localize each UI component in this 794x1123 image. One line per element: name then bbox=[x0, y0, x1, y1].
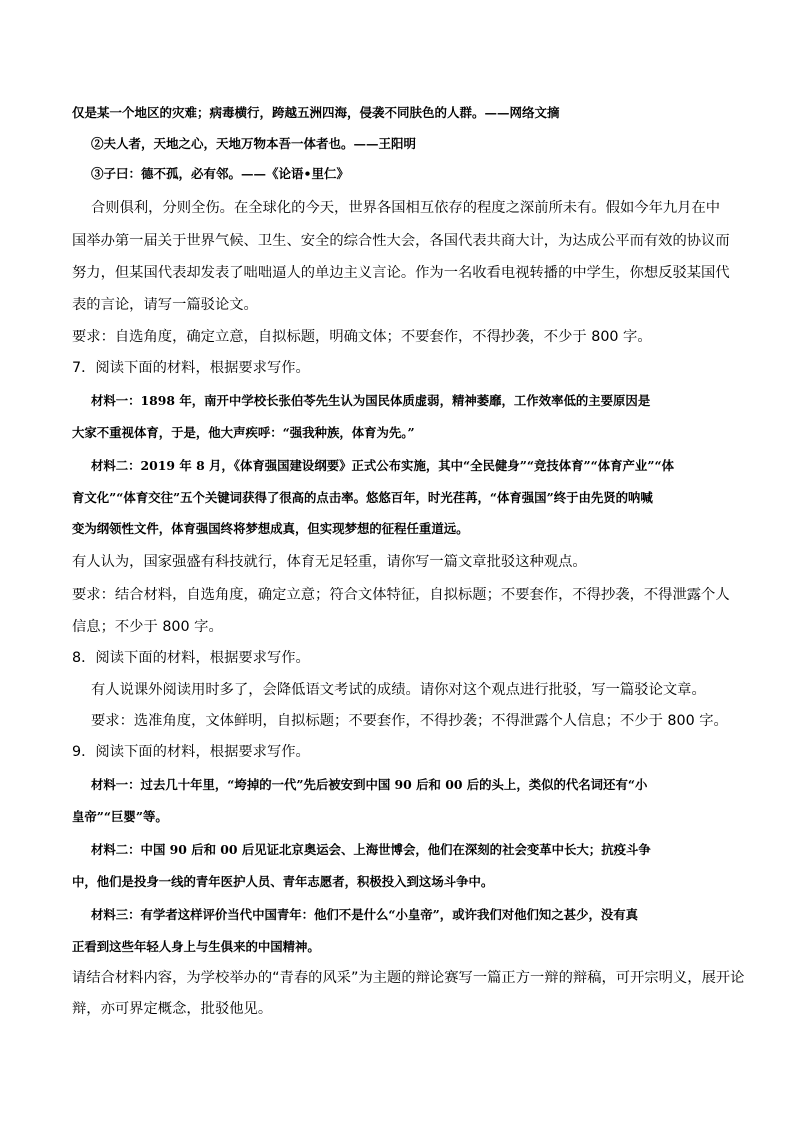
q7-material-2-line: 育文化”“体育交往”五个关键词获得了很高的点击率。悠悠百年，时光荏苒，“体育强国”终于由先贤的呐喊 bbox=[72, 490, 653, 505]
q6-requirements: 要求：自选角度，确定立意，自拟标题，明确文体；不要套作，不得抄袭，不少于 800 字。 bbox=[72, 329, 652, 345]
q9-material-3-line: 材料三：有学者这样评价当代中国青年：他们不是什么“小皇帝”，或许我们对他们知之甚少，没有真 bbox=[91, 907, 639, 922]
q9-material-2-line: 中，他们是投身一线的青年医护人员、青年志愿者，积极投入到这场斗争中。 bbox=[72, 874, 494, 889]
q9-prompt-line: 请结合材料内容，为学校举办的“青春的风采”为主题的辩论赛写一篇正方一辩的辩稿，可开宗明义，展开论 bbox=[72, 970, 745, 986]
q7-requirements-line: 信息；不少于 800 字。 bbox=[72, 619, 223, 635]
q6-paragraph-line: 国举办第一届关于世界气候、卫生、安全的综合性大会，各国代表共商大计，为达成公平而有效的协议而 bbox=[72, 233, 730, 249]
q8-prompt: 有人说课外阅读用时多了，会降低语文考试的成绩。请你对这个观点进行批驳，写一篇驳论文章。 bbox=[91, 682, 706, 698]
q8-title: 8．阅读下面的材料，根据要求写作。 bbox=[72, 650, 310, 666]
q7-material-2-line: 变为纲领性文件，体育强国终将梦想成真，但实现梦想的征程任重道远。 bbox=[72, 521, 469, 536]
q7-requirements-line: 要求：结合材料，自选角度，确定立意；符合文体特征，自拟标题；不要套作，不得抄袭，不得泄露个人 bbox=[72, 587, 730, 603]
q8-requirements: 要求：选准角度，文体鲜明，自拟标题；不要套作，不得抄袭；不得泄露个人信息；不少于 800 字。 bbox=[91, 713, 728, 729]
quote-intro: 仅是某一个地区的灾难；病毒横行，跨越五洲四海，侵袭不同肤色的人群。——网络文摘 bbox=[72, 105, 560, 120]
q6-paragraph-line: 表的言论，请写一篇驳论文。 bbox=[72, 297, 258, 313]
q9-material-1-line: 材料一：过去几十年里，“垮掉的一代”先后被安到中国 90 后和 00 后的头上，类似的代名词还有“小 bbox=[91, 777, 648, 792]
q7-prompt: 有人认为，国家强盛有科技就行，体育无足轻重，请你写一篇文章批驳这种观点。 bbox=[72, 554, 587, 570]
q9-prompt-line: 辩，亦可界定概念，批驳他见。 bbox=[72, 1001, 273, 1017]
q9-material-1-line: 皇帝”“巨婴”等。 bbox=[72, 809, 168, 824]
q7-material-1-line: 大家不重视体育，于是，他大声疾呼：“强我种族，体育为先。” bbox=[72, 425, 415, 440]
q9-title: 9．阅读下面的材料，根据要求写作。 bbox=[72, 744, 310, 760]
q9-material-2-line: 材料二：中国 90 后和 00 后见证北京奥运会、上海世博会，他们在深刻的社会变革中长大；抗疫斗争 bbox=[91, 842, 651, 857]
q7-material-1-line: 材料一：1898 年，南开中学校长张伯苓先生认为国民体质虚弱，精神萎靡，工作效率低的主要原因是 bbox=[91, 393, 651, 408]
q7-title: 7．阅读下面的材料，根据要求写作。 bbox=[72, 360, 310, 376]
q6-paragraph-line: 合则俱利，分则全伤。在全球化的今天，世界各国相互依存的程度之深前所未有。假如今年九月在中 bbox=[91, 200, 721, 216]
q9-material-3-line: 正看到这些年轻人身上与生俱来的中国精神。 bbox=[72, 939, 320, 954]
q6-paragraph-line: 努力，但某国代表却发表了咄咄逼人的单边主义言论。作为一名收看电视转播的中学生，你想反驳某国代 bbox=[72, 265, 730, 281]
quote-wang-yangming: ②夫人者，天地之心，天地万物本吾一体者也。——王阳明 bbox=[91, 136, 417, 151]
quote-lunyu: ③子曰：德不孤，必有邻。——《论语•里仁》 bbox=[91, 166, 349, 181]
q7-material-2-line: 材料二：2019 年 8 月，《体育强国建设纲要》正式公布实施，其中“全民健身”“竞技体育”“体育产业”“体 bbox=[91, 458, 674, 473]
